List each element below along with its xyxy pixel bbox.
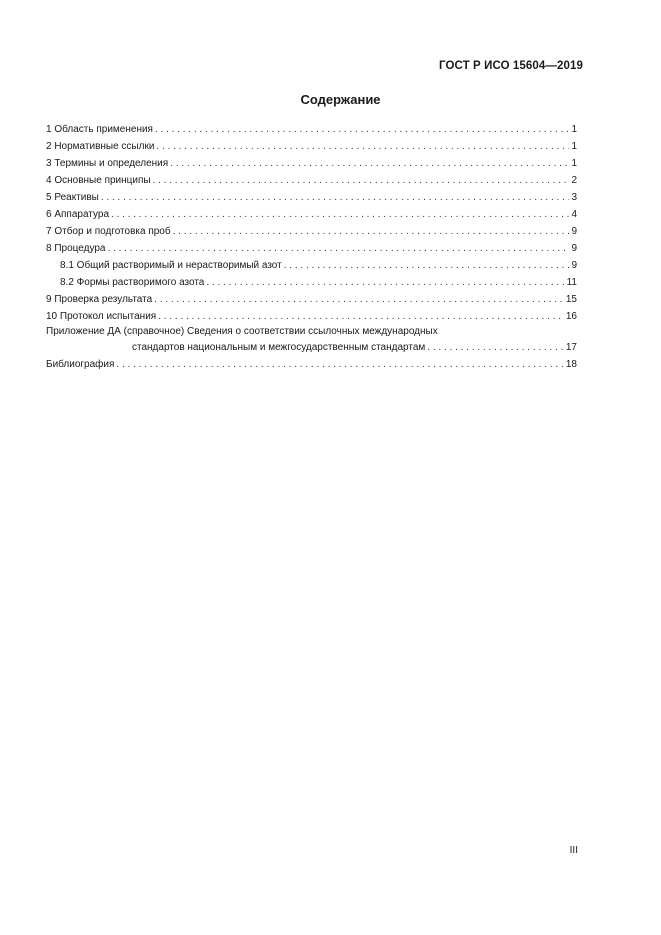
toc-item-6[interactable] xyxy=(46,206,577,223)
toc-leader-dots xyxy=(116,356,563,373)
toc-item-7[interactable] xyxy=(46,223,577,240)
toc-item-5[interactable] xyxy=(46,189,577,206)
toc-item-page: 11 xyxy=(566,277,577,288)
toc-leader-dots xyxy=(156,138,569,155)
toc-leader-dots xyxy=(111,206,569,223)
toc-item-10[interactable] xyxy=(46,308,577,325)
toc-item-9[interactable] xyxy=(46,291,577,308)
toc-item-label: 10 Протокол испытания xyxy=(46,311,157,322)
toc-item-page: 17 xyxy=(565,342,577,353)
toc-item-page: 18 xyxy=(565,359,577,370)
toc-leader-dots xyxy=(173,223,570,240)
toc-item-label: 8.1 Общий растворимый и нерастворимый азот xyxy=(60,260,282,271)
toc-item-label: Библиография xyxy=(46,359,115,370)
page-number: III xyxy=(569,845,578,856)
toc-leader-dots xyxy=(101,189,570,206)
toc-item-4[interactable] xyxy=(46,172,577,189)
toc-item-8-1[interactable] xyxy=(46,257,577,274)
toc-item-label: 9 Проверка результата xyxy=(46,294,153,305)
toc-item-page: 3 xyxy=(571,192,577,203)
toc-leader-dots xyxy=(153,172,570,189)
toc-item-label: 5 Реактивы xyxy=(46,192,99,203)
toc-leader-dots xyxy=(154,291,564,308)
toc-leader-dots xyxy=(206,274,564,291)
toc-item-label: 3 Термины и определения xyxy=(46,158,169,169)
toc-leader-dots xyxy=(284,257,570,274)
toc-item-page: 16 xyxy=(565,311,577,322)
toc-item-label: 2 Нормативные ссылки xyxy=(46,141,155,152)
toc-item-2[interactable] xyxy=(46,138,577,155)
toc-item-bibliography[interactable] xyxy=(46,356,577,373)
toc-item-label: 6 Аппаратура xyxy=(46,209,110,220)
toc-annex-line2: стандартов национальным и межгосударственным стандартам xyxy=(132,342,426,353)
toc-item-label: 7 Отбор и подготовка проб xyxy=(46,226,171,237)
toc-item-page: 2 xyxy=(571,175,577,186)
toc-title: Содержание xyxy=(300,92,381,107)
toc-item-annex[interactable] xyxy=(46,325,577,356)
toc-item-label: 4 Основные принципы xyxy=(46,175,151,186)
toc-item-label: 1 Область применения xyxy=(46,124,153,135)
toc-item-page: 1 xyxy=(571,124,577,135)
toc-item-page: 4 xyxy=(571,209,577,220)
toc-item-8[interactable] xyxy=(46,240,577,257)
toc-item-1[interactable] xyxy=(46,121,577,138)
toc-annex-line2-row xyxy=(46,339,577,356)
toc-leader-dots xyxy=(155,121,569,138)
document-code: ГОСТ Р ИСО 15604—2019 xyxy=(438,60,583,72)
toc-item-3[interactable] xyxy=(46,155,577,172)
table-of-contents xyxy=(46,121,577,373)
toc-leader-dots xyxy=(158,308,564,325)
toc-leader-dots xyxy=(427,339,564,356)
toc-item-page: 9 xyxy=(571,243,577,254)
toc-item-page: 1 xyxy=(571,158,577,169)
toc-item-page: 9 xyxy=(571,226,577,237)
toc-item-8-2[interactable] xyxy=(46,274,577,291)
toc-item-label: 8.2 Формы растворимого азота xyxy=(60,277,205,288)
toc-item-page: 1 xyxy=(571,141,577,152)
toc-leader-dots xyxy=(170,155,569,172)
toc-annex-line1: Приложение ДА (справочное) Сведения о соответствии ссылочных международных xyxy=(46,326,438,337)
toc-item-page: 9 xyxy=(571,260,577,271)
toc-item-page: 15 xyxy=(565,294,577,305)
toc-leader-dots xyxy=(107,240,569,257)
toc-item-label: 8 Процедура xyxy=(46,243,106,254)
